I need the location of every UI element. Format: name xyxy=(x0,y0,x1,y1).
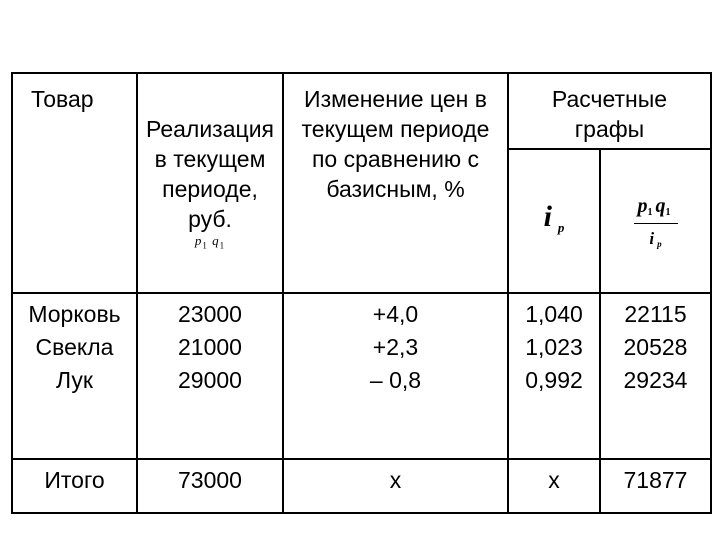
header-calc-line-2: графы xyxy=(574,116,645,142)
ip-cell xyxy=(508,293,600,459)
pq-over-ip-formula xyxy=(601,190,710,252)
header-ip xyxy=(508,149,600,293)
total-label: Итого xyxy=(12,459,137,513)
header-calc-line-1: Расчетные xyxy=(551,86,668,112)
total-row xyxy=(12,459,711,513)
pq-over-ip-value: 22115 xyxy=(624,301,687,327)
header-price-change-line-1: Изменение цен в xyxy=(304,86,487,112)
header-sales-line-3: периоде, xyxy=(162,176,258,202)
header-sales-line-1: Реализация xyxy=(146,116,274,142)
ip-value: 1,040 xyxy=(525,301,583,327)
sales-cell xyxy=(137,293,283,459)
total-ip: x xyxy=(508,459,600,513)
header-sales xyxy=(137,73,283,293)
product-name: Лук xyxy=(56,367,93,393)
total-sales: 73000 xyxy=(137,459,283,513)
products-cell xyxy=(12,293,137,459)
sales-value: 23000 xyxy=(178,301,242,327)
header-price-change-line-2: текущем периоде xyxy=(301,116,490,142)
pq-over-ip-cell xyxy=(600,293,711,459)
header-row-1 xyxy=(12,73,711,149)
sales-value: 29000 xyxy=(178,367,242,393)
pq-over-ip-value: 29234 xyxy=(623,367,688,393)
price-change-cell xyxy=(283,293,508,459)
body-row xyxy=(12,293,711,459)
header-price-change xyxy=(283,73,508,293)
total-pq-over-ip: 71877 xyxy=(600,459,711,513)
product-name: Морковь xyxy=(28,301,121,327)
header-sales-line-2: в текущем xyxy=(154,146,266,172)
header-price-change-line-3: по сравнению с xyxy=(311,146,480,172)
header-sales-line-4: руб. xyxy=(188,206,232,232)
header-product-label: Товар xyxy=(31,86,94,112)
price-change-value: +2,3 xyxy=(372,334,419,360)
ip-value: 0,992 xyxy=(525,367,583,393)
price-change-value: +4,0 xyxy=(372,301,419,327)
ip-value: 1,023 xyxy=(525,334,583,360)
product-name: Свекла xyxy=(35,334,114,360)
header-product xyxy=(12,73,137,293)
header-pq-over-ip xyxy=(600,149,711,293)
fraction-numerator: p1 q1 xyxy=(634,195,678,224)
ip-formula: i $_p$ xyxy=(543,200,565,235)
price-change-value: – 0,8 xyxy=(369,367,422,393)
header-sales-formula: $p_1$ $q_1$ xyxy=(194,233,226,251)
pq-over-ip-value: 20528 xyxy=(623,334,688,360)
header-price-change-line-4: базисным, % xyxy=(326,176,465,202)
header-calc xyxy=(508,73,711,149)
price-index-table xyxy=(11,72,712,514)
total-price-change: x xyxy=(283,459,508,513)
sales-value: 21000 xyxy=(178,334,242,360)
fraction-denominator: i p xyxy=(649,229,662,249)
